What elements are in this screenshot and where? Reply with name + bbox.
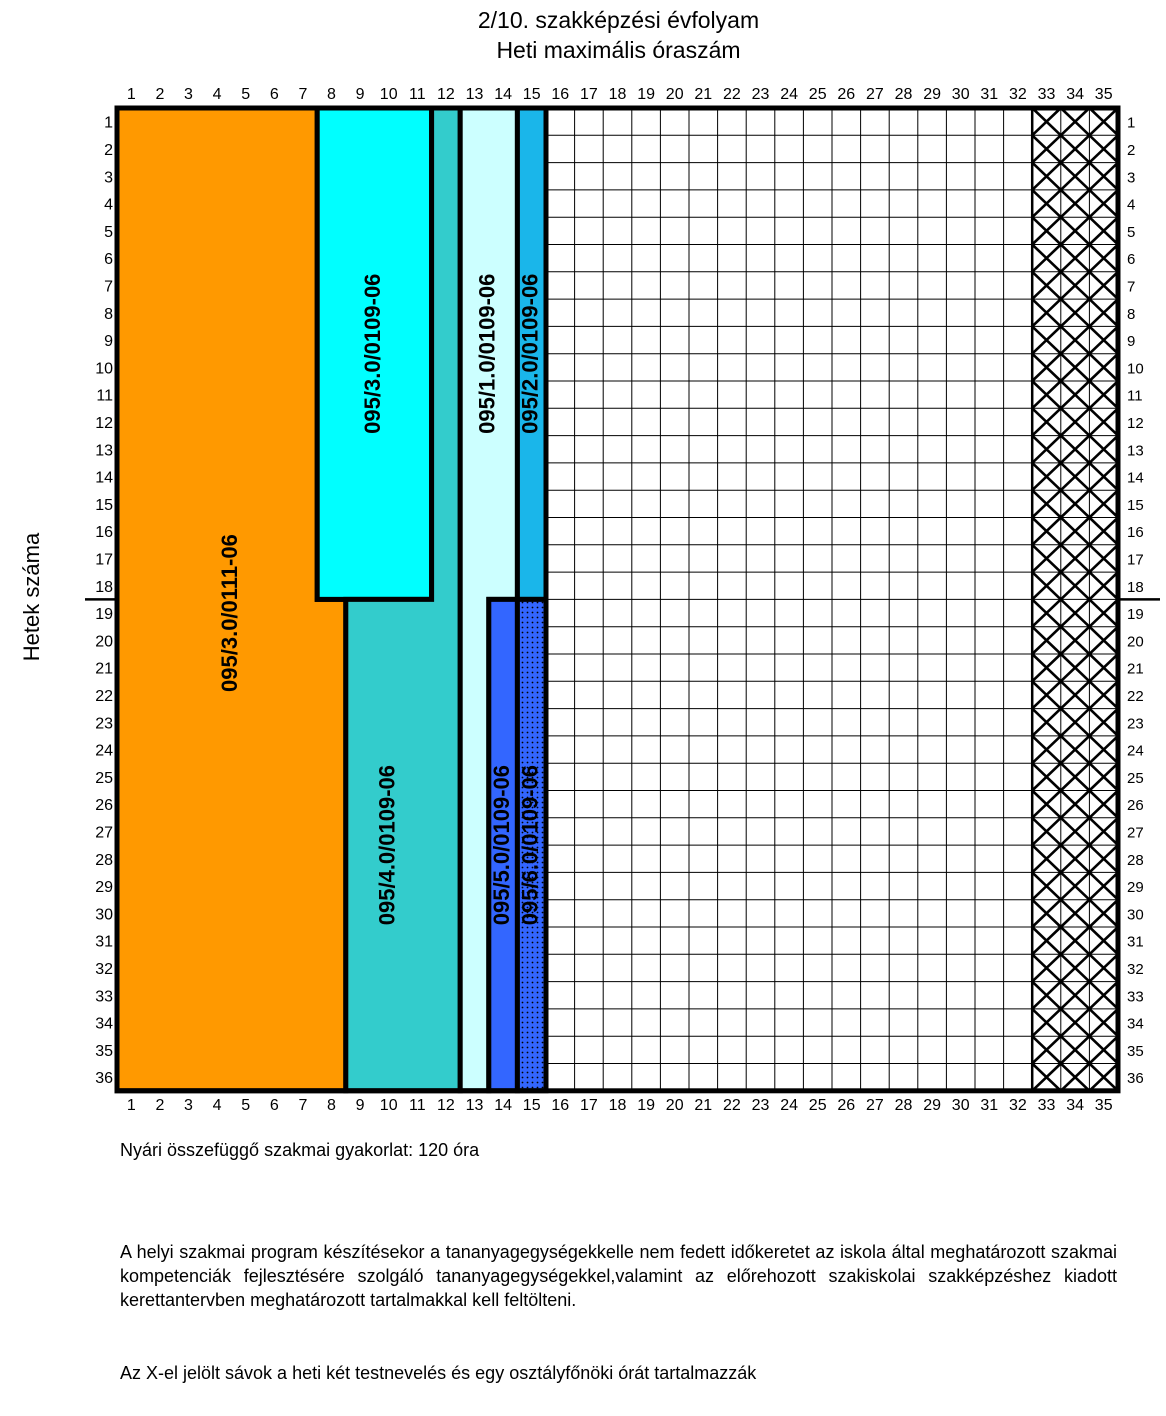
week-label-left: 2 <box>104 141 113 159</box>
column-label-top: 27 <box>866 86 884 103</box>
column-label-bottom: 5 <box>241 1097 251 1114</box>
column-label-top: 25 <box>808 86 827 103</box>
column-label-top: 34 <box>1066 86 1084 103</box>
column-label-bottom: 17 <box>580 1097 598 1114</box>
week-label-right: 12 <box>1127 414 1144 432</box>
column-label-bottom: 10 <box>379 1097 398 1114</box>
module-label: 095/6.0/0109-06 <box>517 764 543 926</box>
column-label-top: 29 <box>923 86 941 103</box>
column-label-bottom: 8 <box>327 1097 336 1114</box>
x-bands-note: Az X-el jelölt sávok a heti két testnevelés és egy osztályfőnöki órát tartalmazzák <box>120 1363 757 1383</box>
week-label-right: 33 <box>1127 988 1144 1006</box>
week-label-left: 24 <box>95 742 113 760</box>
column-label-bottom: 26 <box>837 1097 856 1114</box>
column-label-top: 19 <box>637 86 655 103</box>
column-label-top: 2 <box>155 86 165 103</box>
column-label-top: 8 <box>327 86 336 103</box>
column-label-top: 4 <box>212 86 222 103</box>
column-label-bottom: 20 <box>665 1097 684 1114</box>
week-label-left: 6 <box>104 251 113 269</box>
column-label-bottom: 34 <box>1066 1097 1084 1114</box>
week-label-left: 20 <box>95 633 113 651</box>
module-label: 095/4.0/0109-06 <box>374 764 400 926</box>
column-label-bottom: 23 <box>751 1097 770 1114</box>
column-label-top: 7 <box>298 86 308 103</box>
column-label-top: 28 <box>894 86 913 103</box>
week-label-left: 26 <box>95 797 113 815</box>
column-label-bottom: 1 <box>126 1097 136 1114</box>
week-label-right: 8 <box>1127 305 1136 323</box>
diagram-subtitle: Heti maximális óraszám <box>496 37 741 63</box>
week-label-left: 33 <box>95 988 113 1006</box>
column-label-top: 3 <box>184 86 193 103</box>
summer-practice-note: Nyári összefüggő szakmai gyakorlat: 120 óra <box>120 1140 480 1160</box>
week-label-right: 9 <box>1127 333 1136 351</box>
y-axis-label: Hetek száma <box>19 532 44 662</box>
week-label-left: 3 <box>104 169 113 187</box>
column-label-top: 12 <box>437 86 455 103</box>
week-label-right: 27 <box>1127 824 1144 842</box>
week-label-right: 6 <box>1127 251 1136 269</box>
week-label-left: 30 <box>95 906 113 924</box>
week-label-left: 31 <box>95 933 113 951</box>
column-label-top: 5 <box>241 86 251 103</box>
column-label-bottom: 31 <box>980 1097 999 1114</box>
column-label-bottom: 9 <box>355 1097 365 1114</box>
column-label-top: 18 <box>608 86 627 103</box>
column-label-top: 26 <box>837 86 856 103</box>
column-label-bottom: 19 <box>637 1097 655 1114</box>
week-label-right: 16 <box>1127 524 1144 542</box>
week-label-left: 16 <box>95 524 113 542</box>
diagram-title: 2/10. szakképzési évfolyam <box>477 7 760 33</box>
week-label-right: 23 <box>1127 715 1144 733</box>
column-label-top: 23 <box>751 86 770 103</box>
module-label: 095/3.0/0109-06 <box>360 273 386 434</box>
column-label-top: 6 <box>269 86 279 103</box>
week-label-right: 15 <box>1127 496 1144 514</box>
column-label-bottom: 6 <box>269 1097 279 1114</box>
week-label-right: 19 <box>1127 606 1144 624</box>
week-label-left: 17 <box>95 551 113 569</box>
week-label-left: 14 <box>95 469 113 487</box>
week-label-left: 23 <box>95 715 113 733</box>
column-label-top: 15 <box>522 86 541 103</box>
week-label-right: 2 <box>1127 141 1136 159</box>
week-label-right: 26 <box>1127 797 1144 815</box>
week-label-right: 7 <box>1127 278 1136 296</box>
week-label-left: 18 <box>95 578 113 596</box>
week-label-left: 22 <box>95 687 113 705</box>
column-label-bottom: 15 <box>522 1097 541 1114</box>
week-label-right: 31 <box>1127 933 1144 951</box>
column-label-bottom: 7 <box>298 1097 308 1114</box>
week-label-left: 1 <box>104 114 113 132</box>
week-label-left: 27 <box>95 824 113 842</box>
week-label-right: 14 <box>1127 469 1144 487</box>
week-label-right: 32 <box>1127 960 1144 978</box>
column-label-top: 24 <box>780 86 798 103</box>
module-label: 095/3.0/0111-06 <box>217 534 243 692</box>
week-label-right: 25 <box>1127 769 1144 787</box>
week-label-right: 35 <box>1127 1042 1144 1060</box>
column-label-bottom: 14 <box>494 1097 512 1114</box>
week-label-left: 8 <box>104 305 113 323</box>
column-label-bottom: 30 <box>951 1097 970 1114</box>
week-label-left: 21 <box>95 660 113 678</box>
column-label-top: 13 <box>465 86 484 103</box>
week-label-right: 13 <box>1127 442 1144 460</box>
column-label-bottom: 33 <box>1037 1097 1056 1114</box>
column-label-bottom: 27 <box>866 1097 884 1114</box>
week-label-left: 36 <box>95 1070 113 1088</box>
week-label-right: 24 <box>1127 742 1144 760</box>
column-label-bottom: 21 <box>694 1097 713 1114</box>
column-label-bottom: 25 <box>808 1097 827 1114</box>
column-label-top: 17 <box>580 86 598 103</box>
week-label-right: 5 <box>1127 223 1136 241</box>
week-label-left: 12 <box>95 414 113 432</box>
column-label-bottom: 3 <box>184 1097 193 1114</box>
column-label-top: 14 <box>494 86 512 103</box>
column-label-top: 20 <box>665 86 684 103</box>
week-label-right: 21 <box>1127 660 1144 678</box>
column-label-top: 21 <box>694 86 713 103</box>
week-label-left: 32 <box>95 960 113 978</box>
week-label-left: 9 <box>104 333 113 351</box>
module-label: 095/1.0/0109-06 <box>474 273 500 434</box>
week-label-left: 35 <box>95 1042 113 1060</box>
column-label-bottom: 2 <box>155 1097 165 1114</box>
column-label-bottom: 35 <box>1094 1097 1113 1114</box>
week-label-right: 28 <box>1127 851 1144 869</box>
week-label-left: 4 <box>104 196 113 214</box>
column-label-top: 31 <box>980 86 999 103</box>
week-label-left: 19 <box>95 606 113 624</box>
week-label-right: 1 <box>1127 114 1136 132</box>
module-label: 095/5.0/0109-06 <box>488 764 514 926</box>
column-label-top: 16 <box>551 86 570 103</box>
column-label-top: 9 <box>355 86 365 103</box>
week-label-right: 3 <box>1127 169 1136 187</box>
column-label-top: 11 <box>408 86 426 103</box>
week-label-left: 15 <box>95 496 113 514</box>
column-label-bottom: 18 <box>608 1097 627 1114</box>
column-label-bottom: 16 <box>551 1097 570 1114</box>
column-label-bottom: 22 <box>723 1097 741 1114</box>
week-label-right: 17 <box>1127 551 1144 569</box>
week-label-right: 4 <box>1127 196 1136 214</box>
week-label-left: 11 <box>96 387 113 405</box>
column-label-top: 10 <box>379 86 398 103</box>
program-note: A helyi szakmai program készítésekor a tananyagegységekkelle nem fedett időkeretet az iskola által meghatározott szakmai kompetenciák fejlesztésére szolgáló tananyagegységekkel,valamint az előrehozott szakiskolai szakképzéshez kiadott kerettantervben meghatározott tartalmakkal kell feltölteni. <box>120 1242 1117 1310</box>
column-label-bottom: 12 <box>437 1097 455 1114</box>
column-label-top: 33 <box>1037 86 1056 103</box>
column-label-bottom: 29 <box>923 1097 941 1114</box>
week-label-left: 10 <box>95 360 113 378</box>
week-label-right: 22 <box>1127 687 1144 705</box>
column-label-bottom: 13 <box>465 1097 484 1114</box>
column-label-bottom: 4 <box>212 1097 222 1114</box>
column-label-top: 22 <box>723 86 741 103</box>
week-label-right: 34 <box>1127 1015 1144 1033</box>
week-label-right: 11 <box>1127 387 1143 405</box>
week-label-left: 7 <box>104 278 113 296</box>
week-label-right: 18 <box>1127 578 1144 596</box>
week-label-left: 28 <box>95 851 113 869</box>
week-label-left: 13 <box>95 442 113 460</box>
week-label-left: 34 <box>95 1015 113 1033</box>
column-label-top: 1 <box>126 86 136 103</box>
week-label-right: 20 <box>1127 633 1144 651</box>
column-label-bottom: 11 <box>408 1097 426 1114</box>
week-label-left: 29 <box>95 879 113 897</box>
column-label-bottom: 24 <box>780 1097 798 1114</box>
column-label-top: 35 <box>1094 86 1113 103</box>
column-label-top: 30 <box>951 86 970 103</box>
week-label-left: 25 <box>95 769 113 787</box>
week-label-right: 29 <box>1127 879 1144 897</box>
week-label-left: 5 <box>104 223 113 241</box>
column-label-bottom: 32 <box>1009 1097 1027 1114</box>
week-label-right: 30 <box>1127 906 1144 924</box>
module-label: 095/2.0/0109-06 <box>517 273 543 434</box>
column-label-bottom: 28 <box>894 1097 913 1114</box>
week-label-right: 36 <box>1127 1070 1144 1088</box>
column-label-top: 32 <box>1009 86 1027 103</box>
week-label-right: 10 <box>1127 360 1144 378</box>
